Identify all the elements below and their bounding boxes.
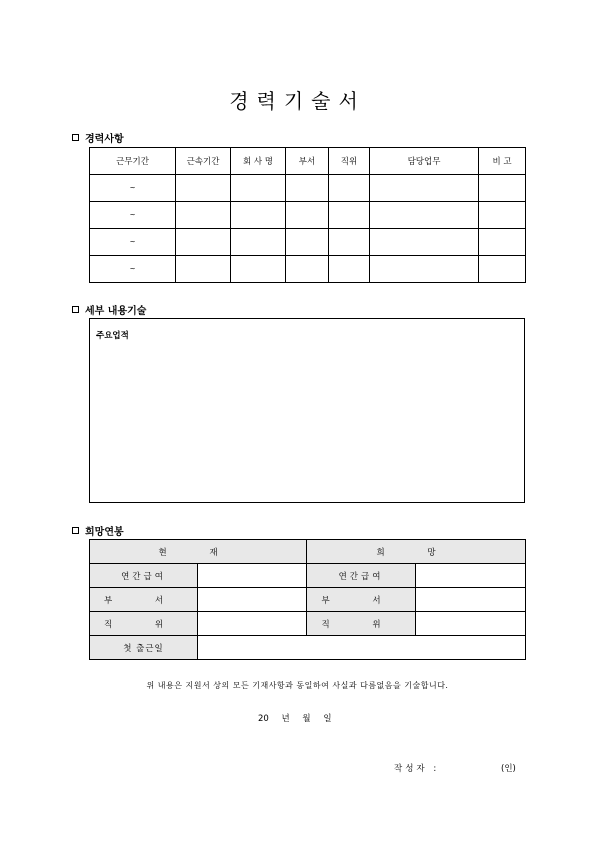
- square-bullet-icon: [72, 527, 79, 534]
- department-cell[interactable]: [286, 202, 329, 229]
- salary-section-label: 희망연봉: [85, 527, 124, 538]
- work-period-cell[interactable]: ~: [90, 229, 176, 256]
- work-period-cell[interactable]: ~: [90, 175, 176, 202]
- col-header-department: 부서: [286, 148, 329, 175]
- duties-cell[interactable]: [370, 202, 479, 229]
- remarks-cell[interactable]: [479, 256, 526, 283]
- career-section-heading: [72, 130, 124, 145]
- table-row: [90, 636, 526, 660]
- desired-department-label: 부 서: [307, 588, 416, 612]
- salary-header-row: [90, 540, 526, 564]
- desired-position-label: 직 위: [307, 612, 416, 636]
- duties-cell[interactable]: [370, 229, 479, 256]
- duties-cell[interactable]: [370, 256, 479, 283]
- tenure-cell[interactable]: [176, 202, 231, 229]
- start-date-label: 첫 출근일: [90, 636, 198, 660]
- col-header-tenure: 근속기간: [176, 148, 231, 175]
- career-table: [89, 147, 526, 283]
- table-row: [90, 256, 526, 283]
- desired-annual-salary-label: 연간급여: [307, 564, 416, 588]
- desired-header: 희 망: [307, 540, 526, 564]
- position-cell[interactable]: [329, 175, 370, 202]
- col-header-duties: 담당업무: [370, 148, 479, 175]
- company-cell[interactable]: [231, 202, 286, 229]
- current-header: 현 재: [90, 540, 307, 564]
- current-department-field[interactable]: [198, 588, 307, 612]
- table-row: [90, 612, 526, 636]
- date-line[interactable]: 20 년 월 일: [258, 714, 332, 724]
- table-row: [90, 588, 526, 612]
- table-row: [90, 202, 526, 229]
- writer-label: 작성자 :: [394, 764, 440, 774]
- career-section-label: 경력사항: [85, 134, 124, 145]
- position-cell[interactable]: [329, 256, 370, 283]
- current-annual-salary-label: 연간급여: [90, 564, 198, 588]
- col-header-position: 직위: [329, 148, 370, 175]
- tenure-cell[interactable]: [176, 256, 231, 283]
- detail-textbox[interactable]: [89, 318, 525, 503]
- tenure-cell[interactable]: [176, 229, 231, 256]
- position-cell[interactable]: [329, 229, 370, 256]
- salary-section-heading: [72, 523, 124, 538]
- work-period-cell[interactable]: ~: [90, 256, 176, 283]
- tenure-cell[interactable]: [176, 175, 231, 202]
- declaration-statement: 위 내용은 지원서 상의 모든 기재사항과 동일하여 사실과 다름없음을 기술합니다.: [146, 681, 449, 690]
- duties-cell[interactable]: [370, 175, 479, 202]
- seal-label: (인): [501, 764, 516, 774]
- detail-section-label: 세부 내용기술: [85, 306, 147, 317]
- desired-department-field[interactable]: [416, 588, 526, 612]
- remarks-cell[interactable]: [479, 229, 526, 256]
- square-bullet-icon: [72, 134, 79, 141]
- current-annual-salary-field[interactable]: [198, 564, 307, 588]
- table-row: [90, 564, 526, 588]
- col-header-company: 회 사 명: [231, 148, 286, 175]
- square-bullet-icon: [72, 306, 79, 313]
- company-cell[interactable]: [231, 229, 286, 256]
- department-cell[interactable]: [286, 175, 329, 202]
- current-position-label: 직 위: [90, 612, 198, 636]
- company-cell[interactable]: [231, 175, 286, 202]
- detail-section-heading: [72, 302, 146, 317]
- current-department-label: 부 서: [90, 588, 198, 612]
- col-header-remarks: 비 고: [479, 148, 526, 175]
- salary-table: [89, 539, 526, 660]
- work-period-cell[interactable]: ~: [90, 202, 176, 229]
- col-header-work-period: 근무기간: [90, 148, 176, 175]
- remarks-cell[interactable]: [479, 175, 526, 202]
- table-row: [90, 229, 526, 256]
- desired-annual-salary-field[interactable]: [416, 564, 526, 588]
- career-header-row: [90, 148, 526, 175]
- key-achievements-label: 주요업적: [96, 331, 129, 341]
- current-position-field[interactable]: [198, 612, 307, 636]
- department-cell[interactable]: [286, 256, 329, 283]
- desired-position-field[interactable]: [416, 612, 526, 636]
- document-title: 경력기술서: [229, 89, 366, 113]
- remarks-cell[interactable]: [479, 202, 526, 229]
- company-cell[interactable]: [231, 256, 286, 283]
- start-date-field[interactable]: [198, 636, 526, 660]
- position-cell[interactable]: [329, 202, 370, 229]
- table-row: [90, 175, 526, 202]
- department-cell[interactable]: [286, 229, 329, 256]
